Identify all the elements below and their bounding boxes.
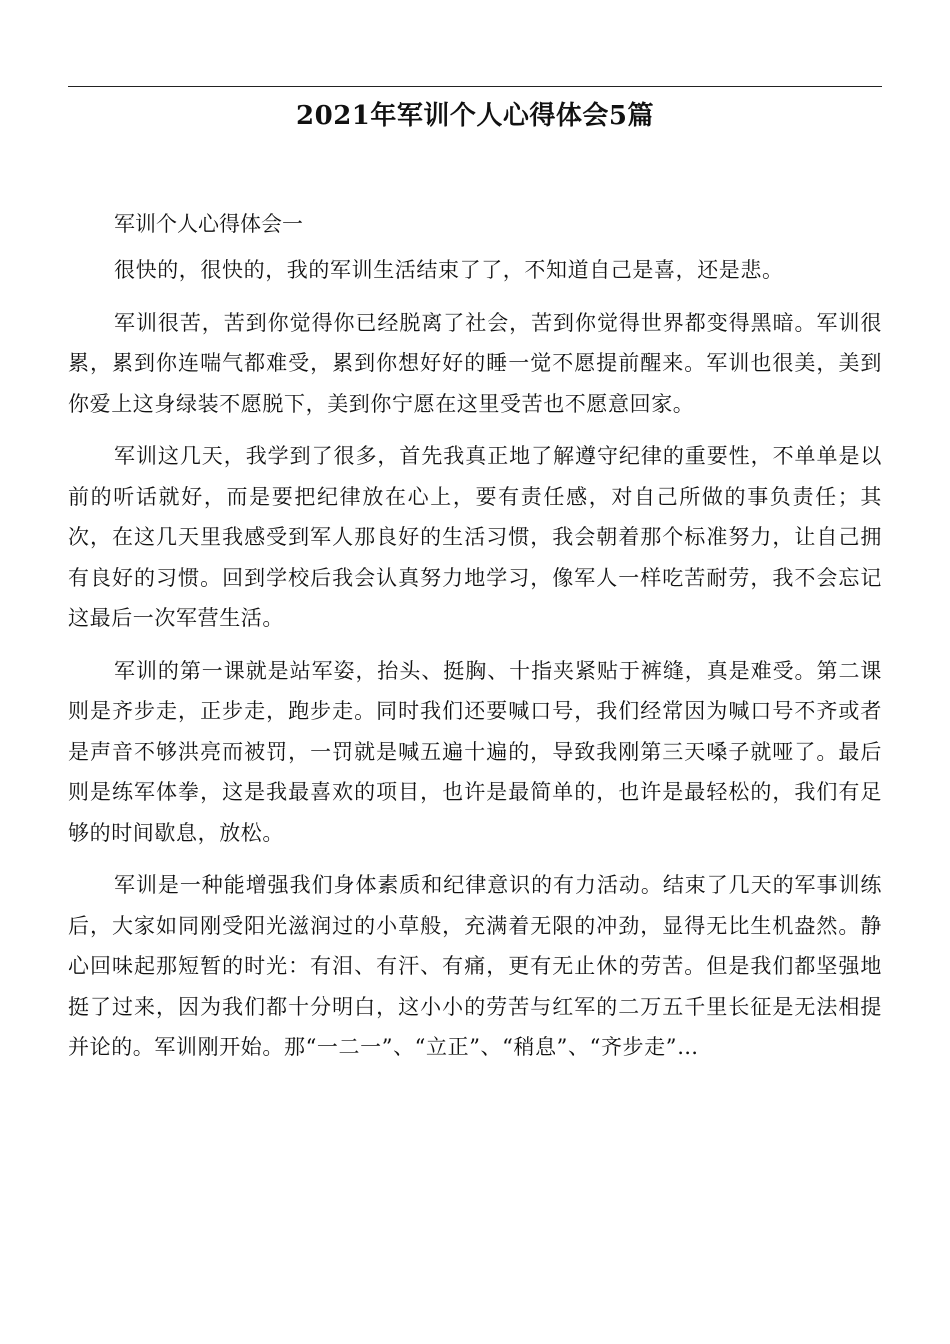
paragraph-4: 军训的第一课就是站军姿，抬头、挺胸、十指夹紧贴于裤缝，真是难受。第二课则是齐步走，正步走，跑步走。同时我们还要喊口号，我们经常因为喊口号不齐或者是声音不够洪亮而被罚，一罚就是喊五遍十遍的，导致我刚第三天嗓子就哑了。最后则是练军体拳，这是我最喜欢的项目，也许是最简单的，也许是最轻松的，我们有足够的时间歇息，放松。 — [68, 658, 882, 845]
header-rule — [68, 86, 882, 87]
paragraph-1: 很快的，很快的，我的军训生活结束了了，不知道自己是喜，还是悲。 — [114, 258, 784, 282]
paragraph-3: 军训这几天，我学到了很多，首先我真正地了解遵守纪律的重要性，不单单是以前的听话就好，而是要把纪律放在心上，要有责任感，对自己所做的事负责任；其次，在这几天里我感受到军人那良好的生活习惯，我会朝着那个标准努力，让自己拥有良好的习惯。回到学校后我会认真努力地学习，像军人一样吃苦耐劳，我不会忘记这最后一次军营生活。 — [68, 444, 882, 630]
paragraph-2: 军训很苦，苦到你觉得你已经脱离了社会，苦到你觉得世界都变得黑暗。军训很累，累到你连喘气都难受，累到你想好好的睡一觉不愿提前醒来。军训也很美，美到你爱上这身绿装不愿脱下，美到你宁愿在这里受苦也不愿意回家。 — [68, 310, 882, 416]
section-heading: 军训个人心得体会一 — [114, 212, 303, 236]
paragraph-5: 军训是一种能增强我们身体素质和纪律意识的有力活动。结束了几天的军事训练后，大家如同刚受阳光滋润过的小草般，充满着无限的冲劲，显得无比生机盎然。静心回味起那短暂的时光：有泪、有汗、有痛，更有无止休的劳苦。但是我们都坚强地挺了过来，因为我们都十分明白，这小小的劳苦与红军的二万五千里长征是无法相提并论的。军训刚开始。那“一二一”、“立正”、“稍息”、“齐步走”… — [68, 873, 882, 1059]
document-title: 2021年军训个人心得体会5篇 — [296, 101, 654, 131]
document-body — [68, 210, 882, 1080]
